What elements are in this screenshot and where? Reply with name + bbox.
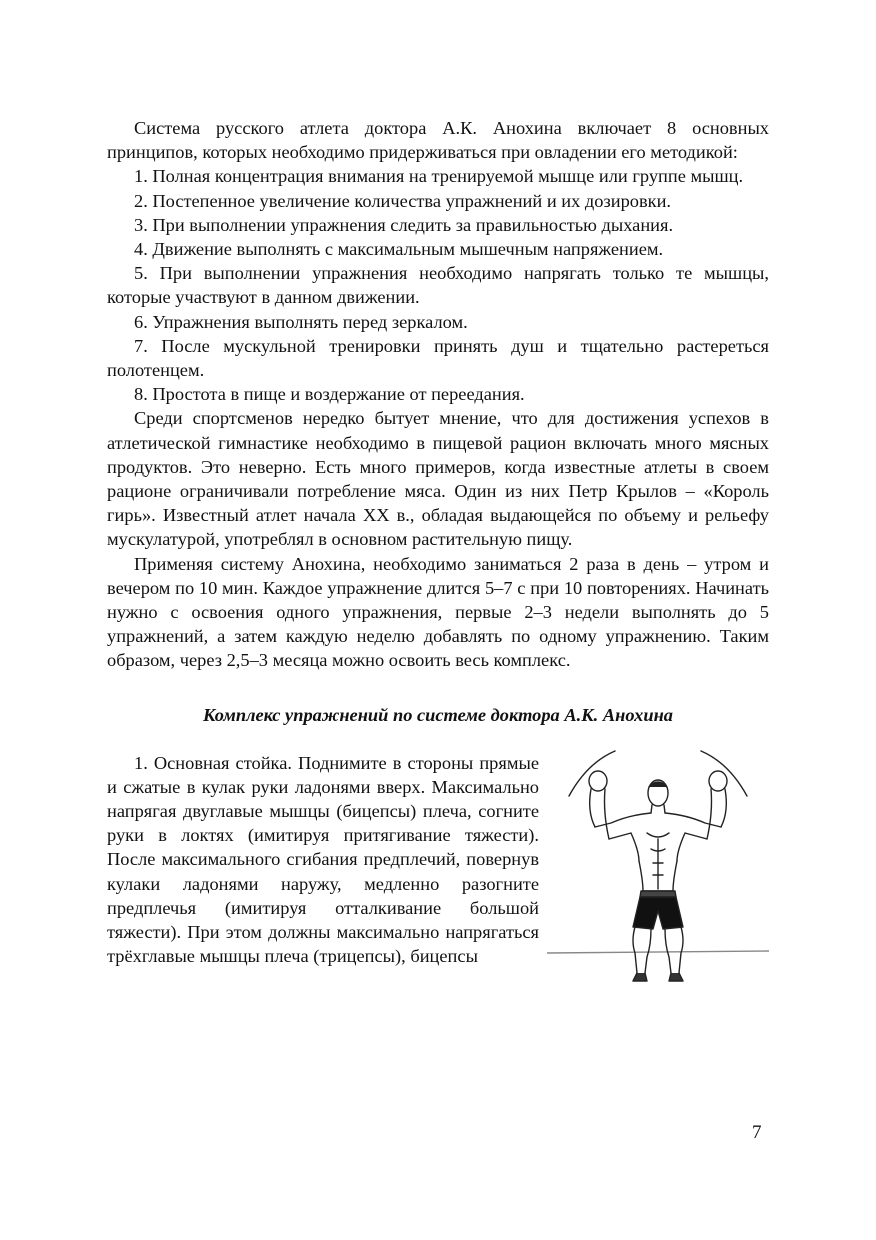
- page-content: [107, 116, 769, 986]
- principle-4: 4. Движение выполнять с максимальным мышечным напряжением.: [134, 239, 664, 260]
- paragraph-schedule: Применяя систему Анохина, необходимо заниматься 2 раза в день – утром и вечером по 10 мин. Каждое упражнение длится 5–7 с при 10 повторениях. Начинать нужно с освоения одного упражнения, первые 2–3 недели выполнять до 5 упражнений, а затем каждую неделю добавлять по одному упражнению. Таким образом, через 2,5–3 месяца можно освоить весь комплекс.: [107, 553, 769, 671]
- principle-1: 1. Полная концентрация внимания на тренируемой мышце или группе мышц.: [134, 166, 744, 187]
- principle-3: 3. При выполнении упражнения следить за правильностью дыхания.: [134, 214, 674, 235]
- principle-2: 2. Постепенное увеличение количества упражнений и их дозировки.: [134, 190, 672, 211]
- exercise-1-text: 1. Основная стойка. Поднимите в стороны прямые и сжатые в кулак руки ладонями вверх. Максимально напрягая двуглавые мышцы (бицепсы) плеча, согните руки в локтях (имитируя притягивание тяжести). После максимального сгибания предплечий, повернув кулаки ладонями наружу, медленно разогните предплечья (имитируя отталкивание большой тяжести). При этом должны максимально напрягаться трёхглавые мышцы плеча (трицепсы), бицепсы: [107, 752, 539, 967]
- principle-7: 7. После мускульной тренировки принять душ и тщательно растереться полотенцем.: [107, 335, 769, 381]
- section-title: Комплекс упражнений по системе доктора А.К. Анохина: [202, 704, 673, 725]
- principle-5: 5. При выполнении упражнения необходимо напрягать только те мышцы, которые участвуют в данном движении.: [107, 263, 769, 308]
- page-number: 7: [752, 1122, 762, 1143]
- paragraph-intro: Система русского атлета доктора А.К. Анохина включает 8 основных принципов, которых необходимо придерживаться при овладении его методикой:: [107, 118, 769, 163]
- paragraph-diet: Среди спортсменов нередко бытует мнение, что для достижения успехов в атлетической гимнастике необходимо в пищевой рацион включать много мясных продуктов. Это неверно. Есть много примеров, когда известные атлеты в своем рационе ограничивали потребление мяса. Один из них Петр Крылов – «Король гирь». Известный атлет начала XX в., обладая выдающейся по объему и рельефу мускулатурой, употреблял в основном растительную пищу.: [107, 408, 769, 550]
- exercise-block: [107, 751, 769, 986]
- athlete-illustration-icon: [547, 741, 769, 986]
- principle-8: 8. Простота в пище и воздержание от переедания.: [134, 384, 525, 405]
- principle-6: 6. Упражнения выполнять перед зеркалом.: [134, 311, 468, 332]
